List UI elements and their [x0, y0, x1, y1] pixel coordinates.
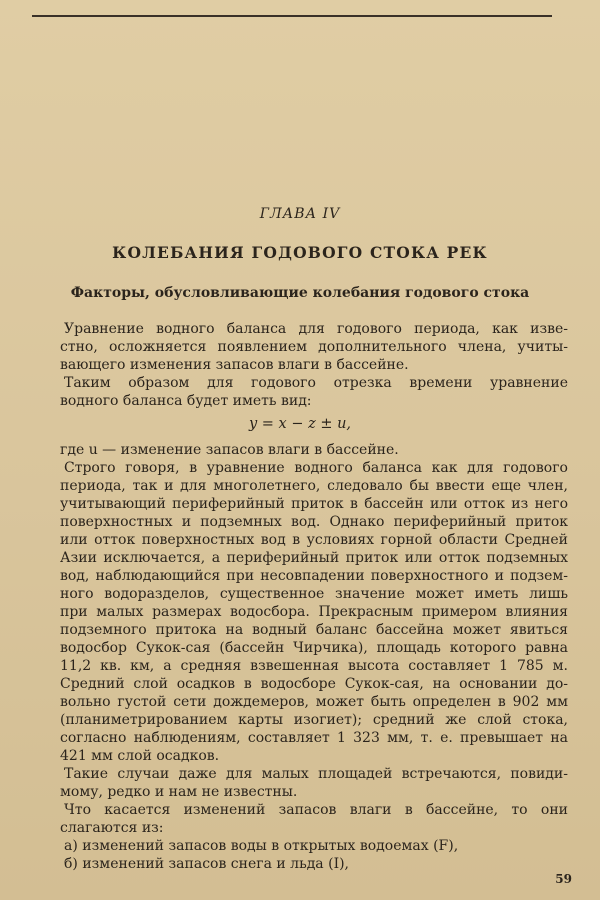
top-rule — [32, 15, 552, 17]
text-line: Строго говоря, в уравнение водного баланса как для годового — [64, 460, 568, 476]
text-line: (планиметрированием карты изогиет); средний же слой стока, — [60, 712, 568, 728]
chapter-heading: ГЛАВА IV — [259, 206, 341, 222]
text-line: вольно густой сети дождемеров, может быть определен в 902 мм — [60, 694, 568, 710]
text-line: ного водоразделов, существенное значение может иметь лишь — [60, 586, 568, 602]
text-line: Таким образом для годового отрезка времени уравнение — [64, 375, 568, 391]
section-subtitle: Факторы, обусловливающие колебания годового стока — [70, 285, 530, 301]
text-line: водосбор Сукок-сая (бассейн Чирчика), площадь которого равна — [60, 640, 568, 656]
text-line: 421 мм слой осадков. — [60, 748, 220, 764]
text-line: Что касается изменений запасов влаги в бассейне, то они — [64, 802, 568, 818]
text-line: Средний слой осадков в водосборе Сукок-сая, на основании до- — [60, 676, 568, 692]
text-line: 11,2 кв. км, а средняя взвешенная высота составляет 1 785 м. — [60, 658, 568, 674]
text-line: при малых размерах водосбора. Прекрасным примером влияния — [60, 604, 568, 620]
text-line: Такие случаи даже для малых площадей встречаются, повиди- — [64, 766, 568, 782]
text-line: мому, редко и нам не известны. — [60, 784, 298, 800]
text-line: слагаются из: — [60, 820, 164, 836]
text-line: согласно наблюдениям, составляет 1 323 мм, т. е. превышает на — [60, 730, 568, 746]
text-line: Уравнение водного баланса для годового периода, как изве- — [64, 321, 568, 337]
text-line: периода, так и для многолетнего, следовало бы ввести еще член, — [60, 478, 568, 494]
text-line: поверхностных и подземных вод. Однако периферийный приток — [60, 514, 568, 530]
text-line: водного баланса будет иметь вид: — [60, 393, 312, 409]
text-line: учитывающий периферийный приток в бассейн или отток из него — [60, 496, 568, 512]
chapter-title: КОЛЕБАНИЯ ГОДОВОГО СТОКА РЕК — [112, 243, 488, 262]
page-number: 59 — [555, 872, 572, 886]
text-line: стно, осложняется появлением дополнительного члена, учиты- — [60, 339, 568, 355]
text-line: где u — изменение запасов влаги в бассейне. — [60, 442, 399, 458]
text-line: или отток поверхностных вод в условиях горной области Средней — [60, 532, 568, 548]
text-line: подземного притока на водный баланс бассейна может явиться — [60, 622, 568, 638]
list-item: а) изменений запасов воды в открытых водоемах (F), — [64, 838, 459, 854]
text-line: Азии исключается, а периферийный приток или отток подземных — [60, 550, 568, 566]
equation: y = x − z ± u, — [248, 416, 352, 432]
text-line: вающего изменения запасов влаги в бассейне. — [60, 357, 409, 373]
list-item: б) изменений запасов снега и льда (I), — [64, 856, 350, 872]
text-line: вод, наблюдающийся при несовпадении поверхностного и подзем- — [60, 568, 568, 584]
